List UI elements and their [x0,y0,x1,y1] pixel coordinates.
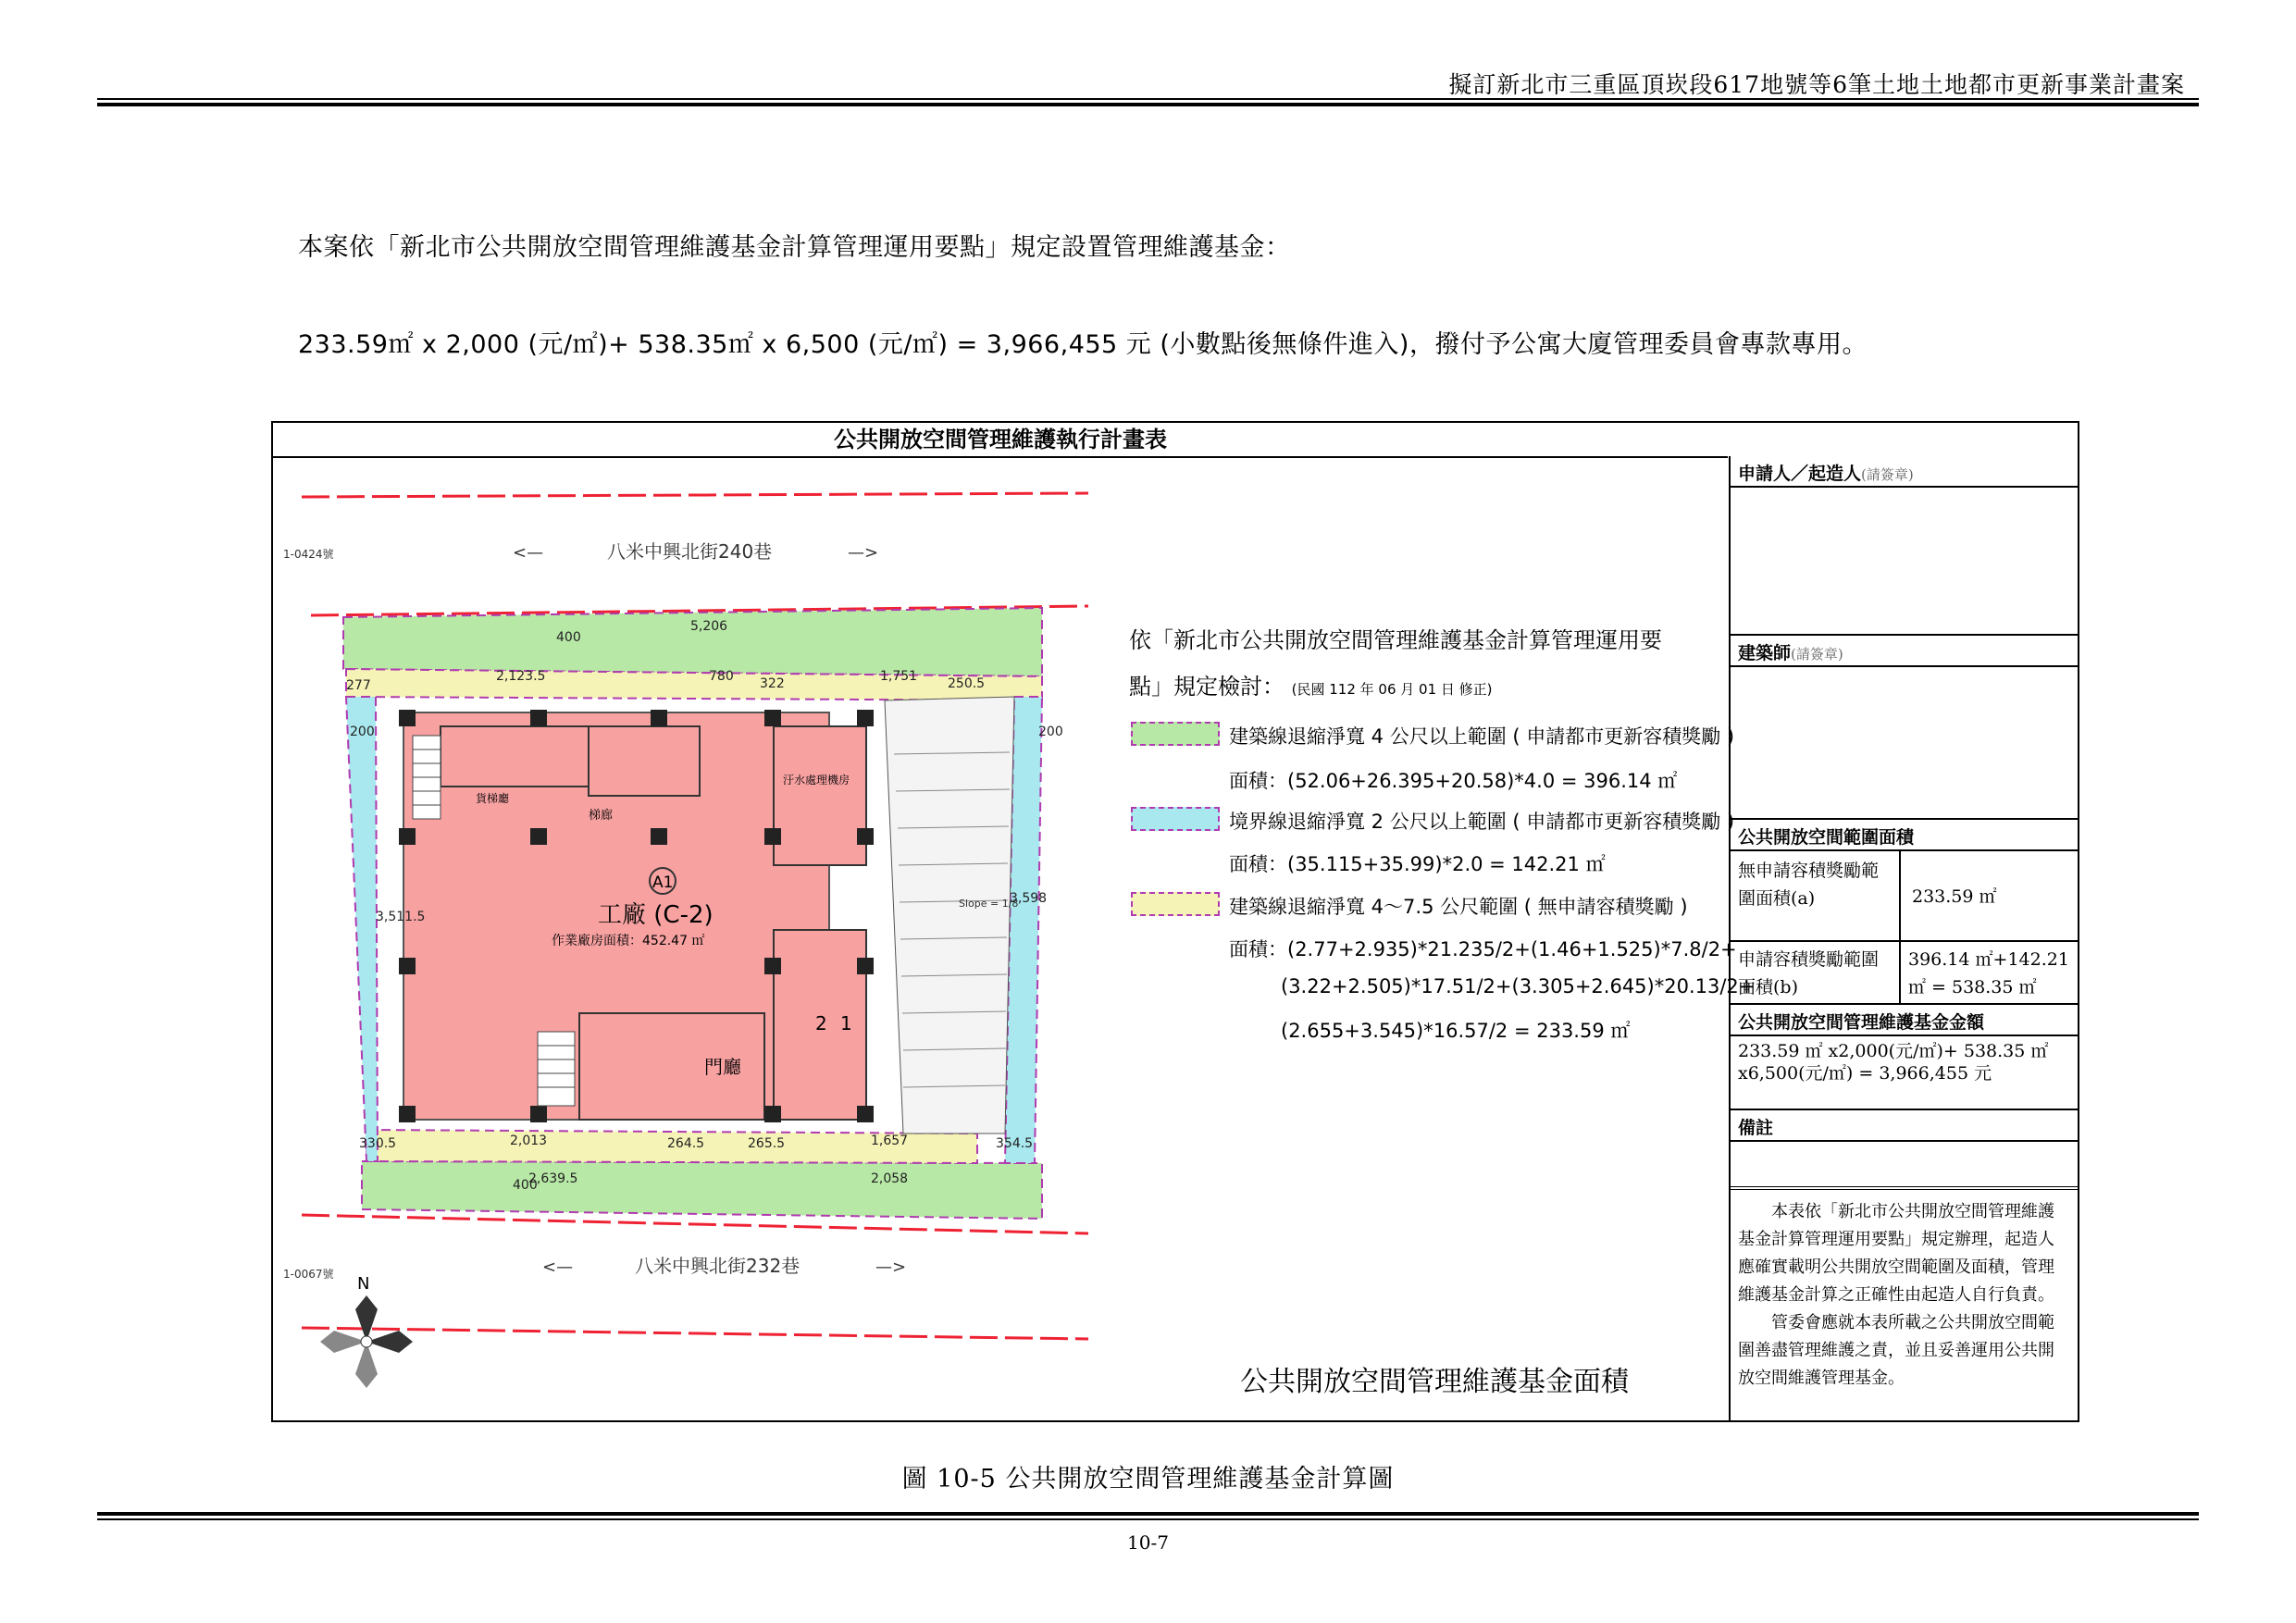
header-rule-thin [97,98,2199,100]
fund-basis-sentence: 本案依「新北市公共開放空間管理維護基金計算管理運用要點」規定設置管理維護基金： [298,233,1291,262]
legend-intro-line2 [1129,668,1493,700]
area-row-a-label: 無申請容積獎勵範圍面積(a) [1731,851,1901,940]
legend-swatch-cyan [1131,807,1220,831]
dimension-label: 5,206 [690,619,728,634]
sewage-room-label: 汙水處理機房 [783,774,850,787]
dimension-label: 322 [760,676,785,691]
remark-box [1731,1142,2078,1190]
arrow-right-icon: —> [875,1258,907,1277]
remark-label: 備註 [1738,1118,1774,1138]
dimension-label: 200 [1038,725,1063,739]
legend-intro-date: (民國 112 年 06 月 01 日 修正) [1291,681,1493,698]
legend-swatch-yellow [1131,892,1220,916]
north-arrow-icon [320,1295,413,1388]
lobby-label: 門廳 [704,1056,741,1078]
arrow-left-icon: <— [513,543,544,563]
plan-table-title: 公共開放空間管理維護執行計畫表 [273,423,1728,458]
legend-item-cyan: 境界線退縮淨寬 2 公尺以上範圍 ( 申請都市更新容積獎勵 ) [1229,811,1735,833]
legend-formula-cyan: 面積：(35.115+35.99)*2.0 = 142.21 ㎡ [1229,853,1606,875]
applicant-hint: (請簽章) [1861,466,1914,483]
applicant-row [1731,456,2078,488]
legend-item-yellow: 建築線退縮淨寬 4～7.5 公尺範圍 ( 無申請容積獎勵 ) [1229,896,1688,918]
remark-note-2: 管委會應就本表所載之公共開放空間範圍善盡管理維護之責，並且妥善運用公共開放空間維護管理基金。 [1738,1313,2054,1388]
room-label-a1: A1 [652,873,674,892]
fund-calculation-sentence: 233.59㎡ x 2,000 (元/㎡)+ 538.35㎡ x 6,500 (元/㎡) = 3,966,455 元 (小數點後無條件進入)，撥付予公寓大廈管理委員會專款專用。 [298,330,1868,359]
document-header-title: 擬訂新北市三重區頂崁段617地號等6筆土地土地都市更新事業計畫案 [1448,71,2185,98]
arrow-left-icon: <— [542,1258,574,1277]
drawing-subtitle: 公共開放空間管理維護基金面積 [1240,1366,1629,1398]
legend-intro-text: 點」規定檢討： [1129,674,1285,700]
lot-label-bottom: 1-0067號 [283,1268,334,1281]
dimension-label: 3,511.5 [376,910,426,924]
elevator-1-label: 1 [840,1012,852,1035]
arrow-right-icon: —> [848,543,879,563]
street-label-top: 八米中興北街240巷 [607,540,773,563]
legend-formula-yellow-2: (3.22+2.505)*17.51/2+(3.305+2.645)*20.13/2+ [1281,975,1756,997]
factory-label: 工廠 (C-2) [598,901,714,929]
ramp [885,697,1014,1134]
dimension-label: 3,598 [1010,891,1048,906]
applicant-label: 申請人／起造人 [1738,464,1862,484]
street-label-bottom: 八米中興北街232巷 [635,1255,800,1277]
area-row-b-label: 申請容積獎勵範圍面積(b) [1731,942,1901,1003]
area-title: 公共開放空間範圍面積 [1738,827,1915,848]
restrooms [589,726,700,796]
area-row-b [1731,942,2078,1005]
footer-rule-thin [97,1518,2199,1520]
remark-note-1: 本表依「新北市公共開放空間管理維護基金計算管理運用要點」規定辦理，起造人應確實載明公共開放空間範圍及面積，管理維護基金計算之正確性由起造人自行負責。 [1738,1202,2054,1305]
dimension-label: 2,013 [510,1134,548,1148]
header-rule-thick [97,103,2199,106]
cyan-setback-left [346,697,378,1161]
service-rooms [441,726,589,787]
area-row-a-value: 233.59 ㎡ [1912,886,1997,907]
dimension-label: 277 [346,678,371,693]
dimension-label: 2,058 [871,1171,909,1186]
factory-area-label: 作業廠房面積：452.47 ㎡ [552,934,705,948]
ramp-slope-label: Slope = 1/8 [959,898,1019,910]
dimension-label: 400 [513,1178,538,1193]
fund-amount: 233.59 ㎡ x2,000(元/㎡)+ 538.35 ㎡ x6,500(元/㎡) = 3,966,455 元 [1738,1041,2049,1084]
dimension-label: 2,639.5 [528,1171,578,1186]
architect-hint: (請簽章) [1791,646,1843,663]
area-row-a [1731,851,2078,942]
legend-intro-line1: 依「新北市公共開放空間管理維護基金計算管理運用要 [1129,627,1662,653]
dimension-label: 330.5 [359,1136,397,1151]
architect-row [1731,636,2078,667]
dimension-label: 780 [709,669,734,684]
north-label: N [357,1274,370,1294]
architect-signature-box [1731,667,2078,820]
elevator-2-label: 2 [815,1012,827,1035]
applicant-signature-box [1731,488,2078,636]
legend-formula-green: 面積：(52.06+26.395+20.58)*4.0 = 396.14 ㎡ [1229,770,1678,792]
green-setback-bottom [362,1161,1042,1219]
dimension-label: 250.5 [948,676,986,691]
area-title-row [1731,820,2078,851]
figure-caption: 圖 10-5 公共開放空間管理維護基金計算圖 [901,1465,1395,1493]
page-number: 10-7 [1127,1531,1169,1554]
dimension-label: 1,751 [880,669,918,684]
legend-formula-yellow-1: 面積：(2.77+2.935)*21.235/2+(1.46+1.525)*7.8/2+ [1229,938,1737,960]
dimension-label: 200 [350,725,375,739]
dimension-label: 264.5 [667,1136,705,1151]
legend-swatch-green [1131,722,1220,746]
fund-amount-row [1731,1036,2078,1110]
fund-title: 公共開放空間管理維護基金金額 [1738,1012,1985,1033]
dimension-label: 1,657 [871,1134,909,1148]
stair-hall-label: 貨梯廳 [476,792,510,805]
remark-title-row [1731,1110,2078,1142]
lot-label-top: 1-0424號 [283,548,334,561]
dimension-label: 265.5 [748,1136,786,1151]
area-row-b-value: 396.14 ㎡+142.21 ㎡ = 538.35 ㎡ [1908,949,2069,997]
legend-formula-yellow-3: (2.655+3.545)*16.57/2 = 233.59 ㎡ [1281,1020,1631,1042]
corridor-label: 梯廊 [589,809,614,823]
dimension-label: 400 [556,630,581,645]
site-plan-drawing [274,458,1107,1420]
road-line [302,493,1088,497]
dimension-label: 2,123.5 [496,669,546,684]
architect-label: 建築師 [1738,643,1792,663]
dimension-label: 354.5 [996,1136,1034,1151]
legend-item-green: 建築線退縮淨寬 4 公尺以上範圍 ( 申請都市更新容積獎勵 ) [1229,725,1735,748]
remark-notes [1731,1195,2078,1396]
plan-table-right-column [1729,456,2078,1420]
footer-rule-thick [97,1512,2199,1516]
fund-title-row [1731,1005,2078,1036]
sewage-room [774,726,866,865]
road-line [302,1328,1088,1339]
